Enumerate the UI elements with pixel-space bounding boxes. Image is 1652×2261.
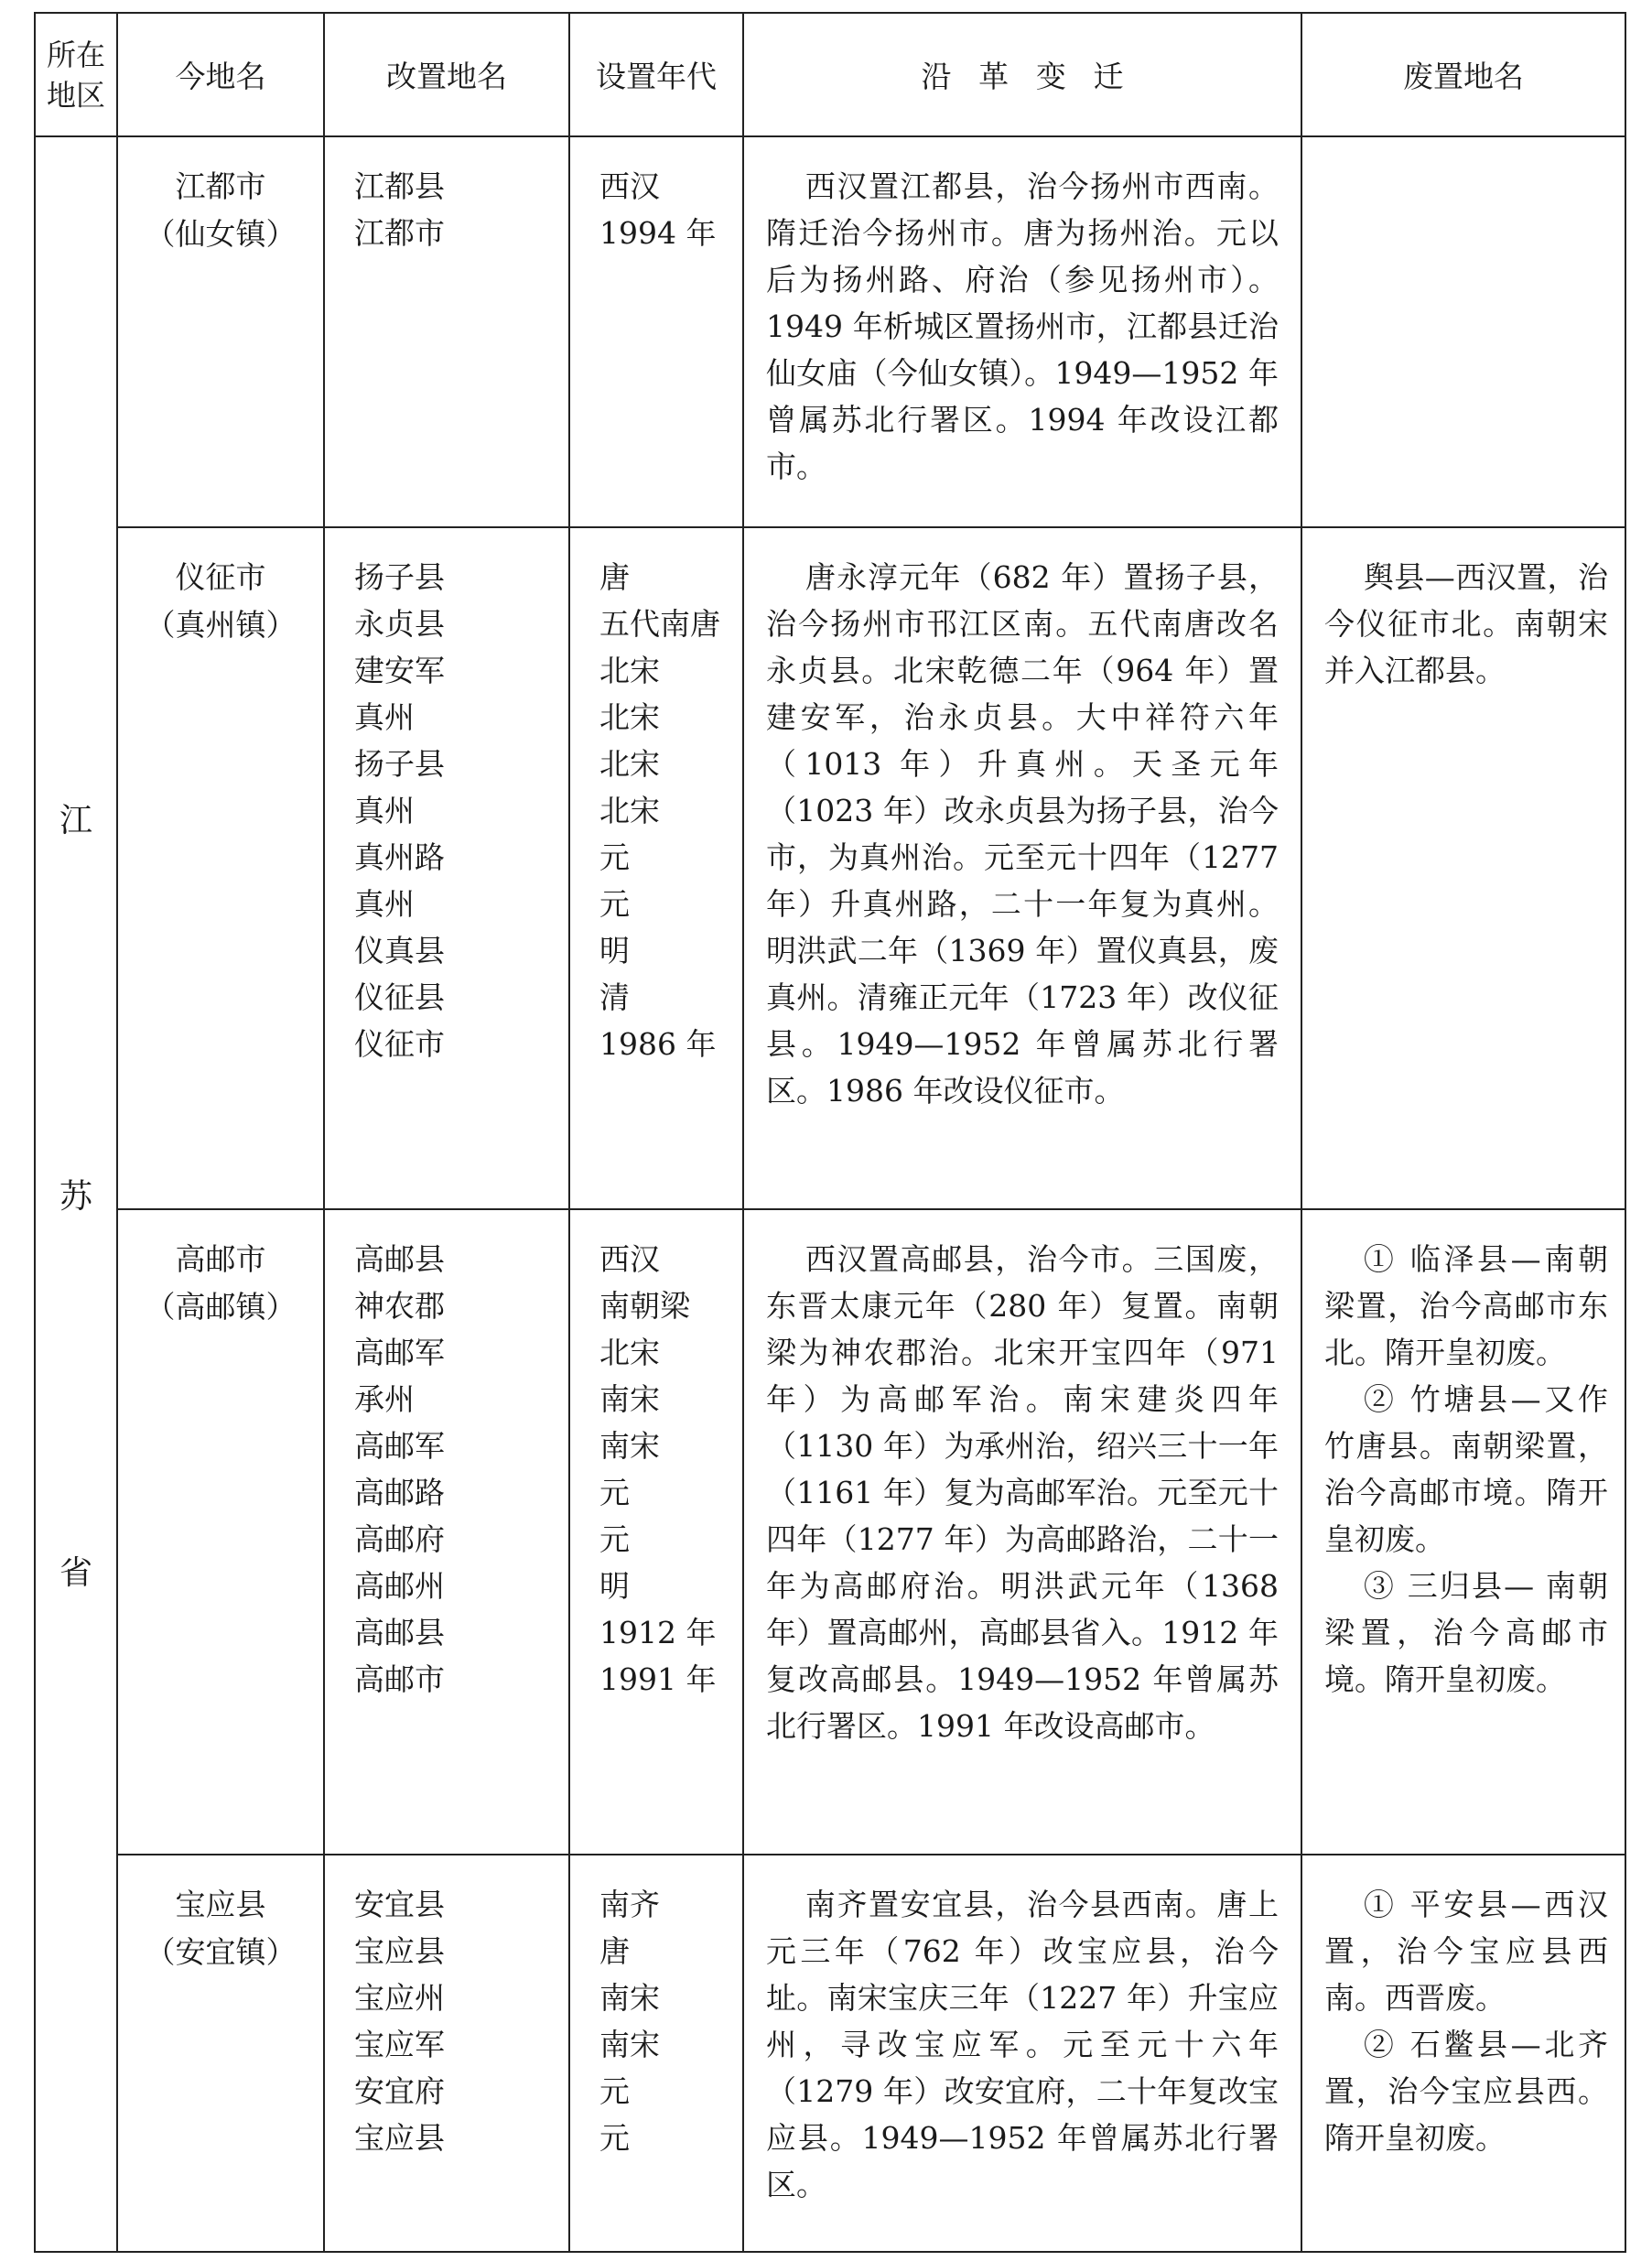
list-item: 1994 年 (599, 215, 717, 251)
list-item: 高邮军 (354, 1428, 445, 1464)
abolished-entry: ③ 三归县— 南朝梁置，治今高邮市境。隋开皇初废。 (1324, 1568, 1608, 1697)
list-item: 高邮县 (354, 1241, 445, 1277)
former-names-cell (324, 527, 569, 1209)
list-item: 西汉 (599, 1241, 660, 1277)
list-item: 安宜县 (354, 1887, 445, 1922)
eras-cell (569, 1855, 743, 2252)
list-item: 扬子县 (354, 559, 445, 595)
list-item: 南齐 (599, 1887, 660, 1922)
list-item: 高邮州 (354, 1568, 445, 1604)
list-item: 元 (599, 2073, 630, 2109)
place-name-table (34, 12, 1626, 2253)
history-cell (743, 1209, 1301, 1855)
list-item: 明 (599, 933, 630, 968)
history-text: 唐永淳元年（682 年）置扬子县，治今扬州市邗江区南。五代南唐改名永贞县。北宋乾德二年（964 年）置建安军，治永贞县。大中祥符六年（1013 年）升真州。天圣元年（1023 年）改永贞县为扬子县，治今市，为真州治。元至元十四年（1277 年）升真州路，二十一年复为真州。明洪武二年（1369 年）置仪真县，废真州。清雍正元年（1723 年）改仪征县。1949—1952 年曾属苏北行署区。1986 年改设仪征市。 (766, 559, 1279, 1109)
current-name: 江都市 (175, 168, 266, 204)
list-item: 建安军 (354, 653, 445, 688)
list-item: 1991 年 (599, 1661, 717, 1697)
list-item: 南宋 (599, 1980, 660, 2016)
list-item: 南朝梁 (599, 1288, 690, 1324)
abolished-entry: ② 石鳖县—北齐置，治今宝应县西。隋开皇初废。 (1324, 2027, 1608, 2156)
list-item: 安宜府 (354, 2073, 445, 2109)
abolished-cell (1301, 1209, 1625, 1855)
list-item: 仪征市 (354, 1026, 445, 1062)
list-item: 元 (599, 839, 630, 875)
list-item: 明 (599, 1568, 630, 1604)
region-char: 苏 (59, 1178, 92, 1216)
list-item: 西汉 (599, 168, 660, 204)
current-name: 宝应县 (175, 1887, 266, 1922)
list-item: 北宋 (599, 746, 660, 782)
list-item: 仪真县 (354, 933, 445, 968)
list-item: 承州 (354, 1381, 415, 1417)
history-text: 西汉置江都县，治今扬州市西南。隋迁治今扬州市。唐为扬州治。元以后为扬州路、府治（参见扬州市）。1949 年析城区置扬州市，江都县迁治仙女庙（今仙女镇）。1949—1952 年曾属苏北行署区。1994 年改设江都市。 (766, 168, 1279, 484)
seat-name: （真州镇） (145, 607, 297, 643)
list-item: 北宋 (599, 653, 660, 688)
list-item: 元 (599, 1521, 630, 1557)
list-item: 宝应军 (354, 2027, 445, 2062)
list-item: 仪征县 (354, 979, 445, 1015)
abolished-cell (1301, 527, 1625, 1209)
current-name-cell (117, 1855, 324, 2252)
header-era: 设置年代 (569, 13, 743, 136)
list-item: 北宋 (599, 793, 660, 828)
list-item: 1912 年 (599, 1615, 717, 1650)
history-cell (743, 527, 1301, 1209)
list-item: 高邮军 (354, 1335, 445, 1370)
list-item: 南宋 (599, 1381, 660, 1417)
abolished-entry: ① 平安县—西汉置，治今宝应县西南。西晋废。 (1324, 1887, 1608, 2016)
list-item: 宝应县 (354, 2120, 445, 2156)
abolished-entry: 舆县—西汉置，治今仪征市北。南朝宋并入江都县。 (1324, 559, 1608, 688)
list-item: 高邮府 (354, 1521, 445, 1557)
list-item: 永贞县 (354, 606, 445, 642)
list-item: 南宋 (599, 1428, 660, 1464)
list-item: 真州 (354, 699, 415, 735)
list-item: 清 (599, 979, 630, 1015)
eras-cell (569, 1209, 743, 1855)
list-item: 唐 (599, 559, 630, 595)
abolished-entry: ② 竹塘县—又作竹唐县。南朝梁置，治今高邮市境。隋开皇初废。 (1324, 1381, 1608, 1557)
abolished-cell (1301, 1855, 1625, 2252)
region-char: 江 (59, 802, 92, 839)
list-item: 宝应县 (354, 1933, 445, 1969)
table-row (35, 1209, 1625, 1855)
gazetteer-page (34, 12, 1625, 2253)
history-text: 南齐置安宜县，治今县西南。唐上元三年（762 年）改宝应县，治今址。南宋宝庆三年（1227 年）升宝应州，寻改宝应军。元至元十六年（1279 年）改安宜府，二十年复改宝应县。1949—1952 年曾属苏北行署区。 (766, 1887, 1279, 2202)
header-row (35, 13, 1625, 136)
history-cell (743, 136, 1301, 527)
list-item: 江都县 (354, 168, 445, 204)
current-name-cell (117, 527, 324, 1209)
list-item: 南宋 (599, 2027, 660, 2062)
former-names-cell (324, 136, 569, 527)
seat-name: （高邮镇） (145, 1289, 297, 1325)
list-item: 扬子县 (354, 746, 445, 782)
table-row (35, 1855, 1625, 2252)
list-item: 北宋 (599, 1335, 660, 1370)
current-name: 高邮市 (175, 1241, 266, 1277)
seat-name: （仙女镇） (145, 216, 297, 252)
list-item: 唐 (599, 1933, 630, 1969)
abolished-cell (1301, 136, 1625, 527)
list-item: 北宋 (599, 699, 660, 735)
list-item: 高邮市 (354, 1661, 445, 1697)
list-item: 神农郡 (354, 1288, 445, 1324)
list-item: 元 (599, 886, 630, 922)
region-cell (35, 136, 117, 2252)
eras-cell (569, 136, 743, 527)
current-name-cell (117, 136, 324, 527)
header-former-name: 改置地名 (324, 13, 569, 136)
list-item: 宝应州 (354, 1980, 445, 2016)
list-item: 元 (599, 2120, 630, 2156)
header-abolished: 废置地名 (1301, 13, 1625, 136)
list-item: 真州 (354, 793, 415, 828)
header-current-name: 今地名 (117, 13, 324, 136)
history-cell (743, 1855, 1301, 2252)
list-item: 真州路 (354, 839, 445, 875)
table-row (35, 136, 1625, 527)
current-name-cell (117, 1209, 324, 1855)
list-item: 江都市 (354, 215, 445, 251)
region-char: 省 (59, 1554, 92, 1592)
eras-cell (569, 527, 743, 1209)
seat-name: （安宜镇） (145, 1934, 297, 1970)
list-item: 元 (599, 1475, 630, 1510)
header-history: 沿革变迁 (743, 13, 1301, 136)
table-row (35, 527, 1625, 1209)
header-region: 所在地区 (35, 13, 117, 136)
former-names-cell (324, 1209, 569, 1855)
list-item: 五代南唐 (599, 606, 720, 642)
list-item: 高邮路 (354, 1475, 445, 1510)
list-item: 1986 年 (599, 1026, 717, 1062)
abolished-entry: ① 临泽县—南朝梁置，治今高邮市东北。隋开皇初废。 (1324, 1241, 1608, 1370)
current-name: 仪征市 (175, 559, 266, 595)
former-names-cell (324, 1855, 569, 2252)
list-item: 高邮县 (354, 1615, 445, 1650)
history-text: 西汉置高邮县，治今市。三国废，东晋太康元年（280 年）复置。南朝梁为神农郡治。北宋开宝四年（971 年）为高邮军治。南宋建炎四年（1130 年）为承州治，绍兴三十一年（1161 年）复为高邮军治。元至元十四年（1277 年）为高邮路治，二十一年为高邮府治。明洪武元年（1368 年）置高邮州，高邮县省入。1912 年复改高邮县。1949—1952 年曾属苏北行署区。1991 年改设高邮市。 (766, 1241, 1279, 1744)
list-item: 真州 (354, 886, 415, 922)
